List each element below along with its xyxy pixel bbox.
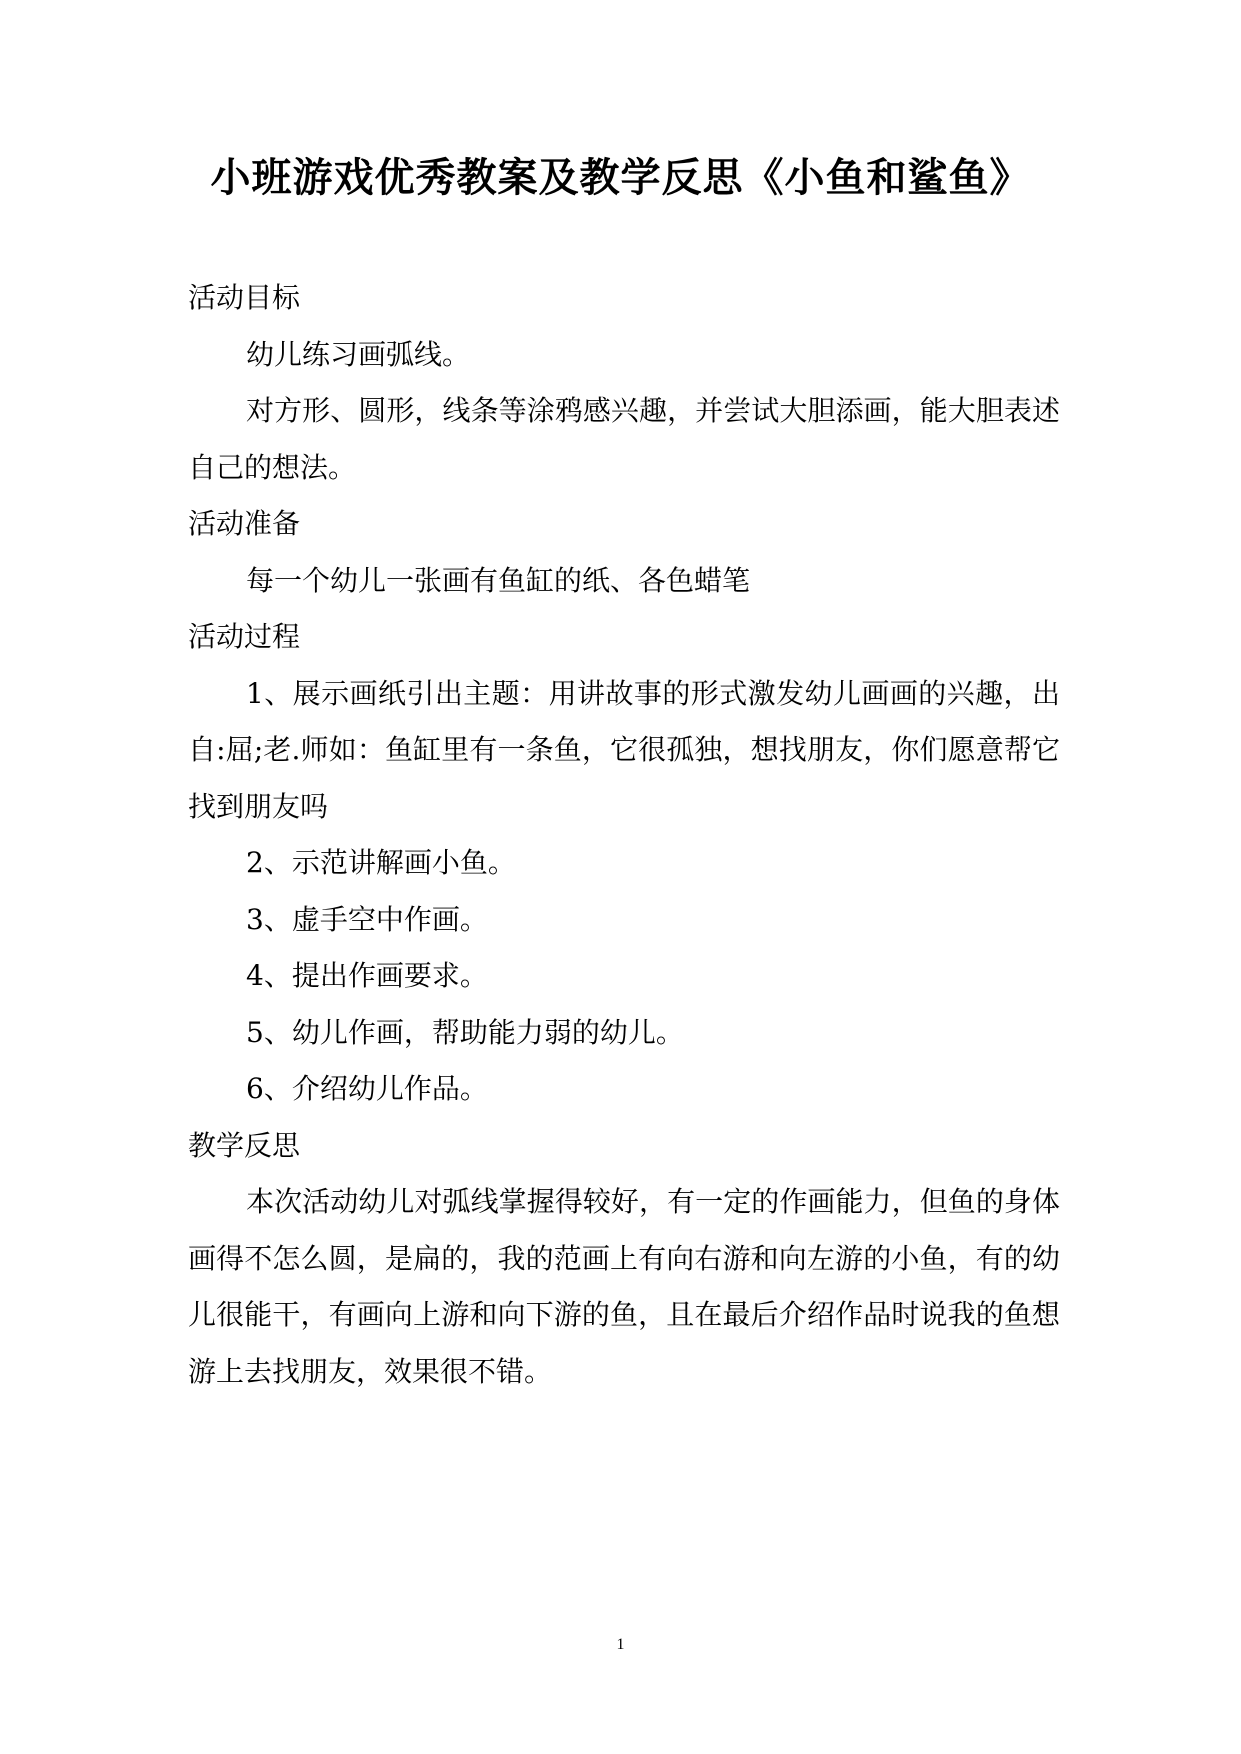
process-step-2: 2、示范讲解画小鱼。	[246, 846, 516, 879]
document-body	[188, 270, 1060, 1400]
document-title: 小班游戏优秀教案及教学反思《小鱼和鲨鱼》	[210, 154, 1031, 201]
goal-paragraph-1: 幼儿练习画弧线。	[246, 337, 471, 371]
section-heading-process: 活动过程	[188, 620, 301, 653]
page-number: 1	[616, 1636, 625, 1653]
goal-paragraph-2: 对方形、圆形，线条等涂鸦感兴趣，并尝试大胆添画，能大胆表述自己的想法。	[188, 394, 1060, 484]
preparation-paragraph: 每一个幼儿一张画有鱼缸的纸、各色蜡笔	[246, 563, 751, 597]
process-step-6: 6、介绍幼儿作品。	[246, 1072, 488, 1105]
process-step-5: 5、幼儿作画，帮助能力弱的幼儿。	[246, 1015, 684, 1049]
section-heading-reflection: 教学反思	[188, 1128, 301, 1162]
section-heading-goals: 活动目标	[188, 281, 301, 314]
process-step-4: 4、提出作画要求。	[246, 959, 488, 992]
reflection-paragraph: 本次活动幼儿对弧线掌握得较好，有一定的作画能力，但鱼的身体画得不怎么圆，是扁的，我的范画上有向右游和向左游的小鱼，有的幼儿很能干，有画向上游和向下游的鱼，且在最后介绍作品时说我的鱼想游上去找朋友，效果很不错。	[188, 1185, 1060, 1388]
process-step-1: 1、展示画纸引出主题：用讲故事的形式激发幼儿画画的兴趣，出自:屈;老.师如：鱼缸里有一条鱼，它很孤独，想找朋友，你们愿意帮它找到朋友吗	[188, 676, 1060, 823]
section-heading-preparation: 活动准备	[188, 507, 301, 540]
process-step-3: 3、虚手空中作画。	[246, 902, 488, 936]
